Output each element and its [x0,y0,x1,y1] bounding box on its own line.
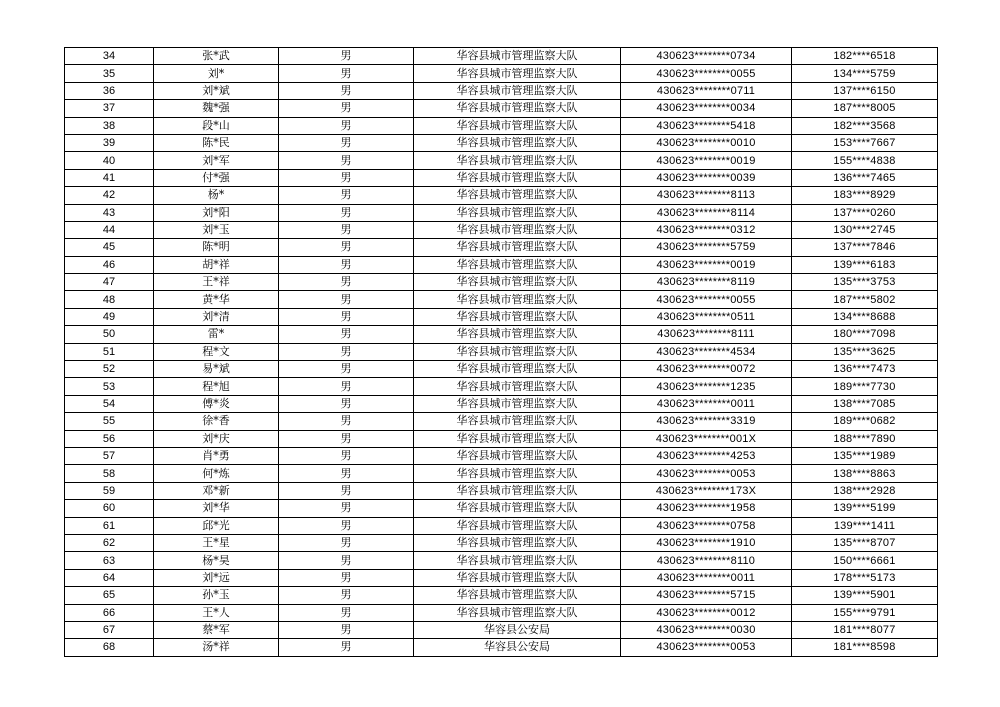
cell-name: 付*强 [154,169,279,186]
table-row [65,256,938,273]
table-row [65,134,938,151]
cell-gender: 男 [279,100,414,117]
cell-gender: 男 [279,169,414,186]
table-row [65,587,938,604]
table-row [65,447,938,464]
cell-phone: 139****5199 [792,500,938,517]
cell-id-number: 430623********0055 [621,291,792,308]
cell-number: 53 [65,378,154,395]
cell-name: 魏*强 [154,100,279,117]
cell-name: 刘*清 [154,308,279,325]
table-row [65,308,938,325]
table-row [65,274,938,291]
table-row [65,639,938,656]
cell-unit: 华容县公安局 [414,639,621,656]
cell-gender: 男 [279,239,414,256]
table-row [65,465,938,482]
cell-phone: 138****7085 [792,395,938,412]
cell-unit: 华容县城市管理监察大队 [414,100,621,117]
cell-gender: 男 [279,604,414,621]
cell-name: 汤*祥 [154,639,279,656]
cell-unit: 华容县城市管理监察大队 [414,343,621,360]
cell-unit: 华容县城市管理监察大队 [414,274,621,291]
cell-unit: 华容县城市管理监察大队 [414,65,621,82]
cell-unit: 华容县城市管理监察大队 [414,413,621,430]
cell-unit: 华容县城市管理监察大队 [414,587,621,604]
table-row [65,534,938,551]
cell-id-number: 430623********4534 [621,343,792,360]
cell-name: 刘*远 [154,569,279,586]
cell-gender: 男 [279,587,414,604]
cell-id-number: 430623********5715 [621,587,792,604]
cell-id-number: 430623********1910 [621,534,792,551]
cell-name: 刘*庆 [154,430,279,447]
cell-unit: 华容县城市管理监察大队 [414,117,621,134]
cell-unit: 华容县城市管理监察大队 [414,500,621,517]
cell-phone: 189****7730 [792,378,938,395]
table-row [65,395,938,412]
cell-number: 49 [65,308,154,325]
cell-phone: 181****8077 [792,621,938,638]
table-row [65,82,938,99]
cell-gender: 男 [279,204,414,221]
cell-number: 42 [65,187,154,204]
cell-name: 陈*民 [154,134,279,151]
cell-unit: 华容县城市管理监察大队 [414,221,621,238]
cell-number: 44 [65,221,154,238]
personnel-table [64,47,938,657]
cell-id-number: 430623********1235 [621,378,792,395]
cell-id-number: 430623********0312 [621,221,792,238]
cell-phone: 130****2745 [792,221,938,238]
cell-name: 段*山 [154,117,279,134]
cell-id-number: 430623********3319 [621,413,792,430]
cell-name: 徐*香 [154,413,279,430]
cell-number: 68 [65,639,154,656]
cell-unit: 华容县城市管理监察大队 [414,134,621,151]
table-row [65,204,938,221]
cell-number: 56 [65,430,154,447]
cell-name: 王*星 [154,534,279,551]
cell-gender: 男 [279,413,414,430]
cell-phone: 138****8863 [792,465,938,482]
cell-gender: 男 [279,378,414,395]
cell-id-number: 430623********0030 [621,621,792,638]
cell-name: 何*炼 [154,465,279,482]
cell-name: 胡*祥 [154,256,279,273]
cell-name: 刘*华 [154,500,279,517]
cell-phone: 183****8929 [792,187,938,204]
cell-unit: 华容县城市管理监察大队 [414,465,621,482]
cell-number: 54 [65,395,154,412]
cell-number: 48 [65,291,154,308]
cell-gender: 男 [279,187,414,204]
cell-id-number: 430623********0053 [621,465,792,482]
cell-gender: 男 [279,447,414,464]
cell-number: 62 [65,534,154,551]
table-row [65,378,938,395]
cell-unit: 华容县城市管理监察大队 [414,552,621,569]
cell-gender: 男 [279,569,414,586]
table-row [65,326,938,343]
table-row [65,500,938,517]
cell-phone: 182****6518 [792,48,938,65]
cell-name: 邓*新 [154,482,279,499]
cell-phone: 136****7473 [792,361,938,378]
cell-number: 65 [65,587,154,604]
cell-phone: 189****0682 [792,413,938,430]
cell-phone: 180****7098 [792,326,938,343]
table-row [65,169,938,186]
cell-gender: 男 [279,639,414,656]
cell-gender: 男 [279,465,414,482]
cell-unit: 华容县城市管理监察大队 [414,447,621,464]
cell-unit: 华容县城市管理监察大队 [414,291,621,308]
cell-gender: 男 [279,256,414,273]
cell-phone: 150****6661 [792,552,938,569]
cell-id-number: 430623********0039 [621,169,792,186]
cell-phone: 155****4838 [792,152,938,169]
cell-gender: 男 [279,117,414,134]
cell-phone: 187****5802 [792,291,938,308]
cell-name: 刘*玉 [154,221,279,238]
cell-number: 35 [65,65,154,82]
cell-name: 杨*昊 [154,552,279,569]
cell-gender: 男 [279,482,414,499]
cell-name: 肖*勇 [154,447,279,464]
cell-number: 64 [65,569,154,586]
cell-gender: 男 [279,534,414,551]
cell-gender: 男 [279,82,414,99]
cell-name: 刘* [154,65,279,82]
cell-unit: 华容县城市管理监察大队 [414,378,621,395]
cell-unit: 华容县城市管理监察大队 [414,169,621,186]
cell-unit: 华容县城市管理监察大队 [414,308,621,325]
cell-phone: 187****8005 [792,100,938,117]
cell-phone: 135****1989 [792,447,938,464]
cell-phone: 135****3625 [792,343,938,360]
cell-gender: 男 [279,326,414,343]
cell-unit: 华容县城市管理监察大队 [414,361,621,378]
table-row [65,621,938,638]
cell-id-number: 430623********0034 [621,100,792,117]
table-row [65,552,938,569]
cell-gender: 男 [279,430,414,447]
cell-unit: 华容县城市管理监察大队 [414,187,621,204]
cell-id-number: 430623********0055 [621,65,792,82]
cell-name: 刘*阳 [154,204,279,221]
cell-name: 雷* [154,326,279,343]
cell-gender: 男 [279,343,414,360]
cell-phone: 155****9791 [792,604,938,621]
cell-unit: 华容县城市管理监察大队 [414,604,621,621]
cell-number: 46 [65,256,154,273]
cell-phone: 139****5901 [792,587,938,604]
cell-gender: 男 [279,500,414,517]
cell-name: 张*武 [154,48,279,65]
cell-id-number: 430623********4253 [621,447,792,464]
cell-phone: 137****6150 [792,82,938,99]
cell-name: 王*祥 [154,274,279,291]
cell-number: 58 [65,465,154,482]
cell-phone: 139****6183 [792,256,938,273]
cell-gender: 男 [279,517,414,534]
table-row [65,239,938,256]
table-row [65,100,938,117]
cell-unit: 华容县公安局 [414,621,621,638]
cell-id-number: 430623********1958 [621,500,792,517]
cell-gender: 男 [279,308,414,325]
cell-phone: 135****8707 [792,534,938,551]
cell-gender: 男 [279,395,414,412]
cell-number: 47 [65,274,154,291]
cell-name: 邱*光 [154,517,279,534]
cell-name: 王*人 [154,604,279,621]
cell-gender: 男 [279,621,414,638]
cell-unit: 华容县城市管理监察大队 [414,534,621,551]
cell-id-number: 430623********0010 [621,134,792,151]
cell-number: 38 [65,117,154,134]
cell-id-number: 430623********0011 [621,395,792,412]
cell-gender: 男 [279,152,414,169]
cell-name: 易*斌 [154,361,279,378]
cell-unit: 华容县城市管理监察大队 [414,326,621,343]
table-row [65,413,938,430]
cell-gender: 男 [279,291,414,308]
cell-number: 41 [65,169,154,186]
cell-id-number: 430623********0758 [621,517,792,534]
cell-id-number: 430623********8113 [621,187,792,204]
cell-number: 57 [65,447,154,464]
cell-unit: 华容县城市管理监察大队 [414,82,621,99]
cell-name: 孙*玉 [154,587,279,604]
cell-id-number: 430623********8111 [621,326,792,343]
cell-number: 40 [65,152,154,169]
table-row [65,569,938,586]
cell-name: 蔡*军 [154,621,279,638]
cell-phone: 137****0260 [792,204,938,221]
cell-id-number: 430623********5418 [621,117,792,134]
cell-number: 43 [65,204,154,221]
cell-gender: 男 [279,552,414,569]
cell-name: 程*旭 [154,378,279,395]
cell-phone: 134****8688 [792,308,938,325]
cell-unit: 华容县城市管理监察大队 [414,239,621,256]
cell-name: 刘*军 [154,152,279,169]
cell-id-number: 430623********8114 [621,204,792,221]
cell-id-number: 430623********0734 [621,48,792,65]
cell-number: 61 [65,517,154,534]
cell-number: 52 [65,361,154,378]
cell-number: 55 [65,413,154,430]
cell-gender: 男 [279,65,414,82]
table-row [65,221,938,238]
cell-id-number: 430623********0072 [621,361,792,378]
cell-number: 50 [65,326,154,343]
cell-gender: 男 [279,221,414,238]
cell-gender: 男 [279,361,414,378]
cell-id-number: 430623********5759 [621,239,792,256]
cell-gender: 男 [279,48,414,65]
cell-name: 傅*炎 [154,395,279,412]
cell-number: 67 [65,621,154,638]
cell-phone: 137****7846 [792,239,938,256]
cell-gender: 男 [279,134,414,151]
cell-phone: 188****7890 [792,430,938,447]
cell-unit: 华容县城市管理监察大队 [414,569,621,586]
cell-unit: 华容县城市管理监察大队 [414,48,621,65]
cell-phone: 178****5173 [792,569,938,586]
cell-phone: 139****1411 [792,517,938,534]
cell-unit: 华容县城市管理监察大队 [414,204,621,221]
cell-number: 51 [65,343,154,360]
table-row [65,430,938,447]
table-row [65,291,938,308]
cell-id-number: 430623********0511 [621,308,792,325]
cell-phone: 182****3568 [792,117,938,134]
cell-id-number: 430623********0053 [621,639,792,656]
cell-id-number: 430623********0711 [621,82,792,99]
table-row [65,48,938,65]
cell-id-number: 430623********8110 [621,552,792,569]
cell-phone: 181****8598 [792,639,938,656]
table-row [65,482,938,499]
cell-id-number: 430623********0019 [621,152,792,169]
cell-number: 60 [65,500,154,517]
cell-unit: 华容县城市管理监察大队 [414,482,621,499]
cell-unit: 华容县城市管理监察大队 [414,152,621,169]
cell-phone: 136****7465 [792,169,938,186]
cell-id-number: 430623********0012 [621,604,792,621]
cell-unit: 华容县城市管理监察大队 [414,430,621,447]
cell-name: 黄*华 [154,291,279,308]
cell-phone: 138****2928 [792,482,938,499]
table-row [65,361,938,378]
table-row [65,152,938,169]
cell-number: 39 [65,134,154,151]
cell-number: 45 [65,239,154,256]
table-row [65,187,938,204]
cell-id-number: 430623********0011 [621,569,792,586]
cell-number: 36 [65,82,154,99]
table-row [65,517,938,534]
cell-number: 37 [65,100,154,117]
cell-unit: 华容县城市管理监察大队 [414,517,621,534]
cell-number: 59 [65,482,154,499]
cell-number: 63 [65,552,154,569]
cell-phone: 135****3753 [792,274,938,291]
cell-id-number: 430623********0019 [621,256,792,273]
table-row [65,604,938,621]
table-row [65,117,938,134]
cell-unit: 华容县城市管理监察大队 [414,395,621,412]
cell-id-number: 430623********001X [621,430,792,447]
cell-phone: 153****7667 [792,134,938,151]
cell-id-number: 430623********173X [621,482,792,499]
cell-name: 程*文 [154,343,279,360]
cell-unit: 华容县城市管理监察大队 [414,256,621,273]
cell-name: 杨* [154,187,279,204]
cell-gender: 男 [279,274,414,291]
cell-number: 34 [65,48,154,65]
table-row [65,65,938,82]
cell-name: 刘*斌 [154,82,279,99]
cell-id-number: 430623********8119 [621,274,792,291]
table-row [65,343,938,360]
cell-phone: 134****5759 [792,65,938,82]
cell-name: 陈*明 [154,239,279,256]
table-body [65,48,938,657]
cell-number: 66 [65,604,154,621]
